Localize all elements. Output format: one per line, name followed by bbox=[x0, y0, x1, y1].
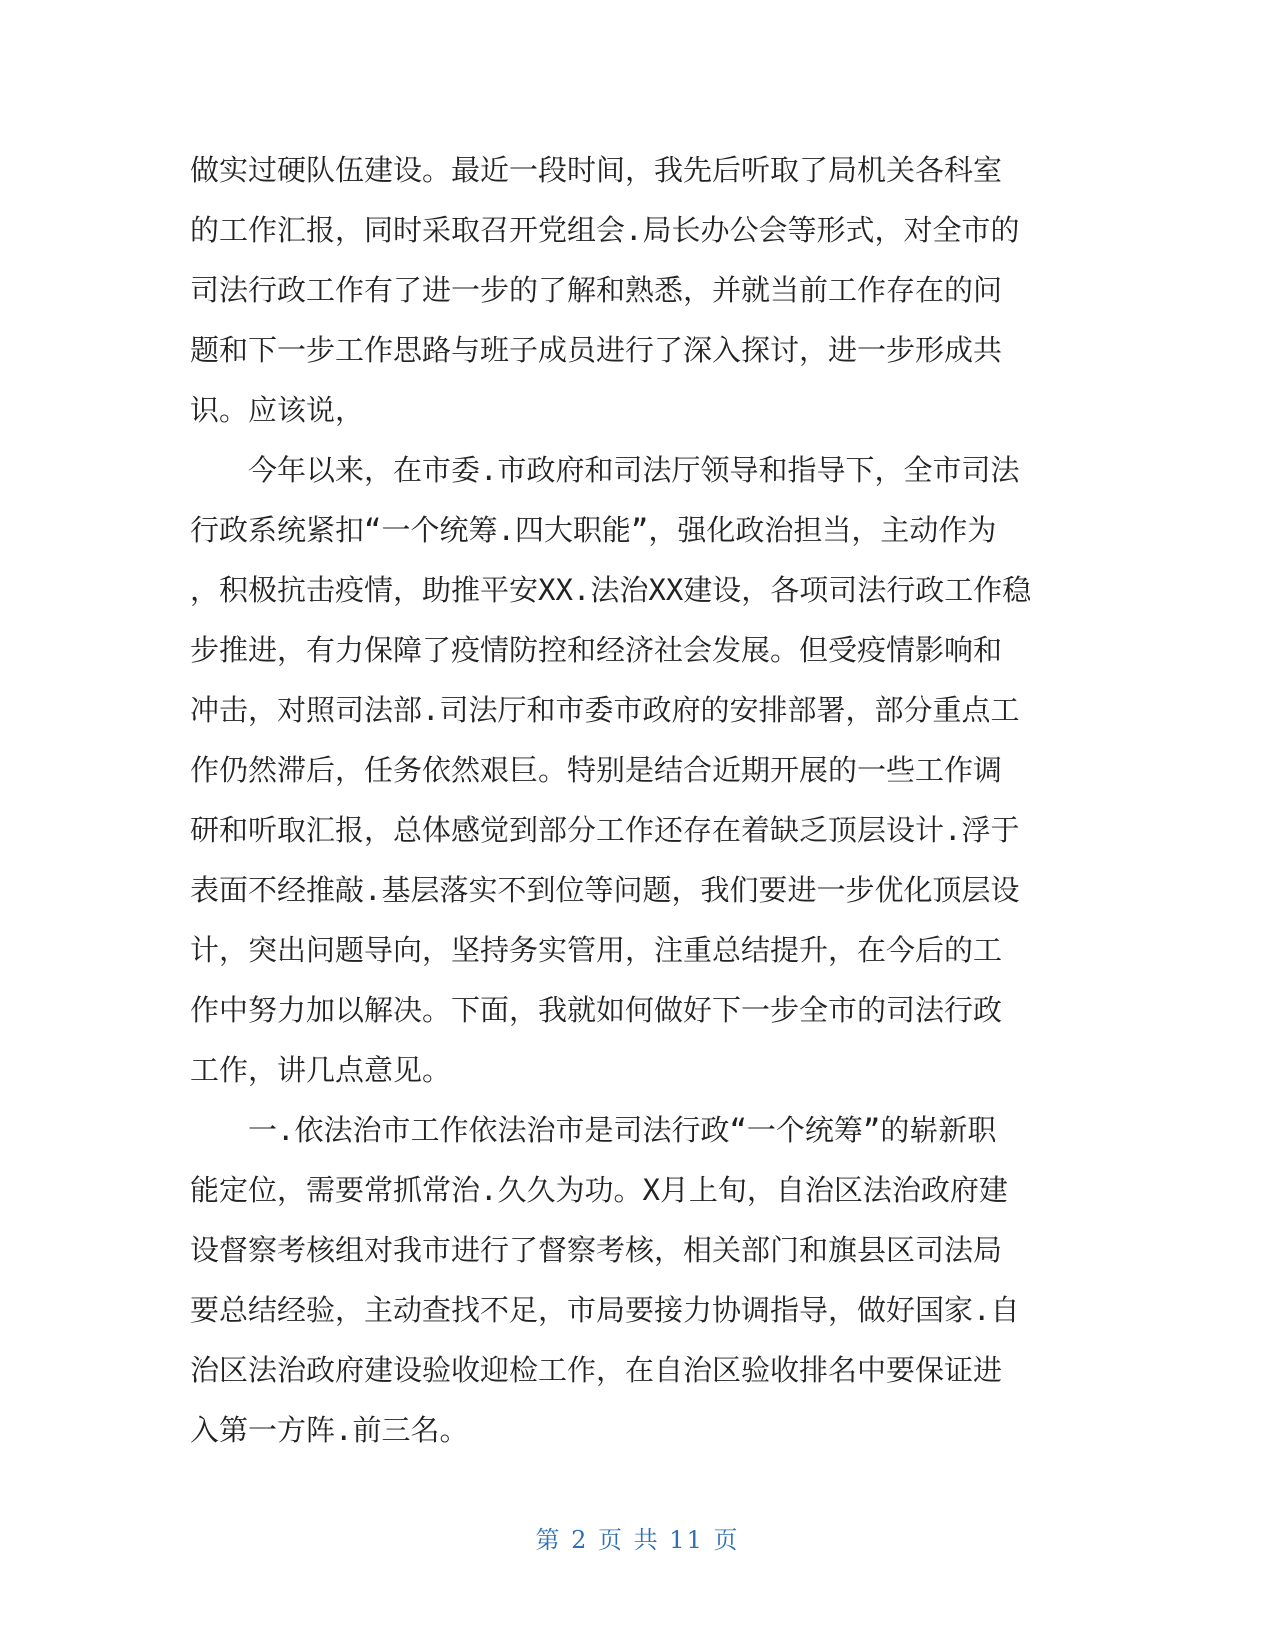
text-line: 题和下一步工作思路与班子成员进行了深入探讨，进一步形成共 bbox=[190, 333, 1003, 367]
page-number-footer: 第 2 页 共 11 页 bbox=[535, 1526, 740, 1554]
text-line: 司法行政工作有了进一步的了解和熟悉，并就当前工作存在的问 bbox=[190, 273, 1003, 307]
text-line: 冲击，对照司法部.司法厅和市委市政府的安排部署，部分重点工 bbox=[190, 693, 1020, 727]
text-line: 能定位，需要常抓常治.久久为功。X月上旬，自治区法治政府建 bbox=[190, 1173, 1008, 1207]
text-line: 作中努力加以解决。下面，我就如何做好下一步全市的司法行政 bbox=[190, 993, 1003, 1027]
text-line: ，积极抗击疫情，助推平安XX.法治XX建设，各项司法行政工作稳 bbox=[190, 573, 1032, 607]
paragraph-2 bbox=[190, 440, 1070, 1100]
text-line: 治区法治政府建设验收迎检工作，在自治区验收排名中要保证进 bbox=[190, 1353, 1003, 1387]
document-body bbox=[190, 140, 1070, 1460]
text-line: 一.依法治市工作依法治市是司法行政“一个统筹”的崭新职 bbox=[190, 1113, 997, 1147]
text-line: 入第一方阵.前三名。 bbox=[190, 1413, 469, 1447]
text-line: 表面不经推敲.基层落实不到位等问题，我们要进一步优化顶层设 bbox=[190, 873, 1020, 907]
text-line: 行政系统紧扣“一个统筹.四大职能”，强化政治担当，主动作为 bbox=[190, 513, 997, 547]
text-line: 做实过硬队伍建设。最近一段时间，我先后听取了局机关各科室 bbox=[190, 153, 1003, 187]
text-line: 要总结经验，主动查找不足，市局要接力协调指导，做好国家.自 bbox=[190, 1293, 1020, 1327]
text-line: 识。应该说， bbox=[190, 393, 365, 427]
text-line: 今年以来，在市委.市政府和司法厅领导和指导下，全市司法 bbox=[190, 453, 1020, 487]
paragraph-1 bbox=[190, 140, 1070, 440]
paragraph-3 bbox=[190, 1100, 1070, 1460]
text-line: 设督察考核组对我市进行了督察考核，相关部门和旗县区司法局 bbox=[190, 1233, 1003, 1267]
text-line: 的工作汇报，同时采取召开党组会.局长办公会等形式，对全市的 bbox=[190, 213, 1020, 247]
text-line: 作仍然滞后，任务依然艰巨。特别是结合近期开展的一些工作调 bbox=[190, 753, 1003, 787]
text-line: 计，突出问题导向，坚持务实管用，注重总结提升，在今后的工 bbox=[190, 933, 1003, 967]
text-line: 工作，讲几点意见。 bbox=[190, 1053, 452, 1087]
text-line: 研和听取汇报，总体感觉到部分工作还存在着缺乏顶层设计.浮于 bbox=[190, 813, 1020, 847]
text-line: 步推进，有力保障了疫情防控和经济社会发展。但受疫情影响和 bbox=[190, 633, 1003, 667]
